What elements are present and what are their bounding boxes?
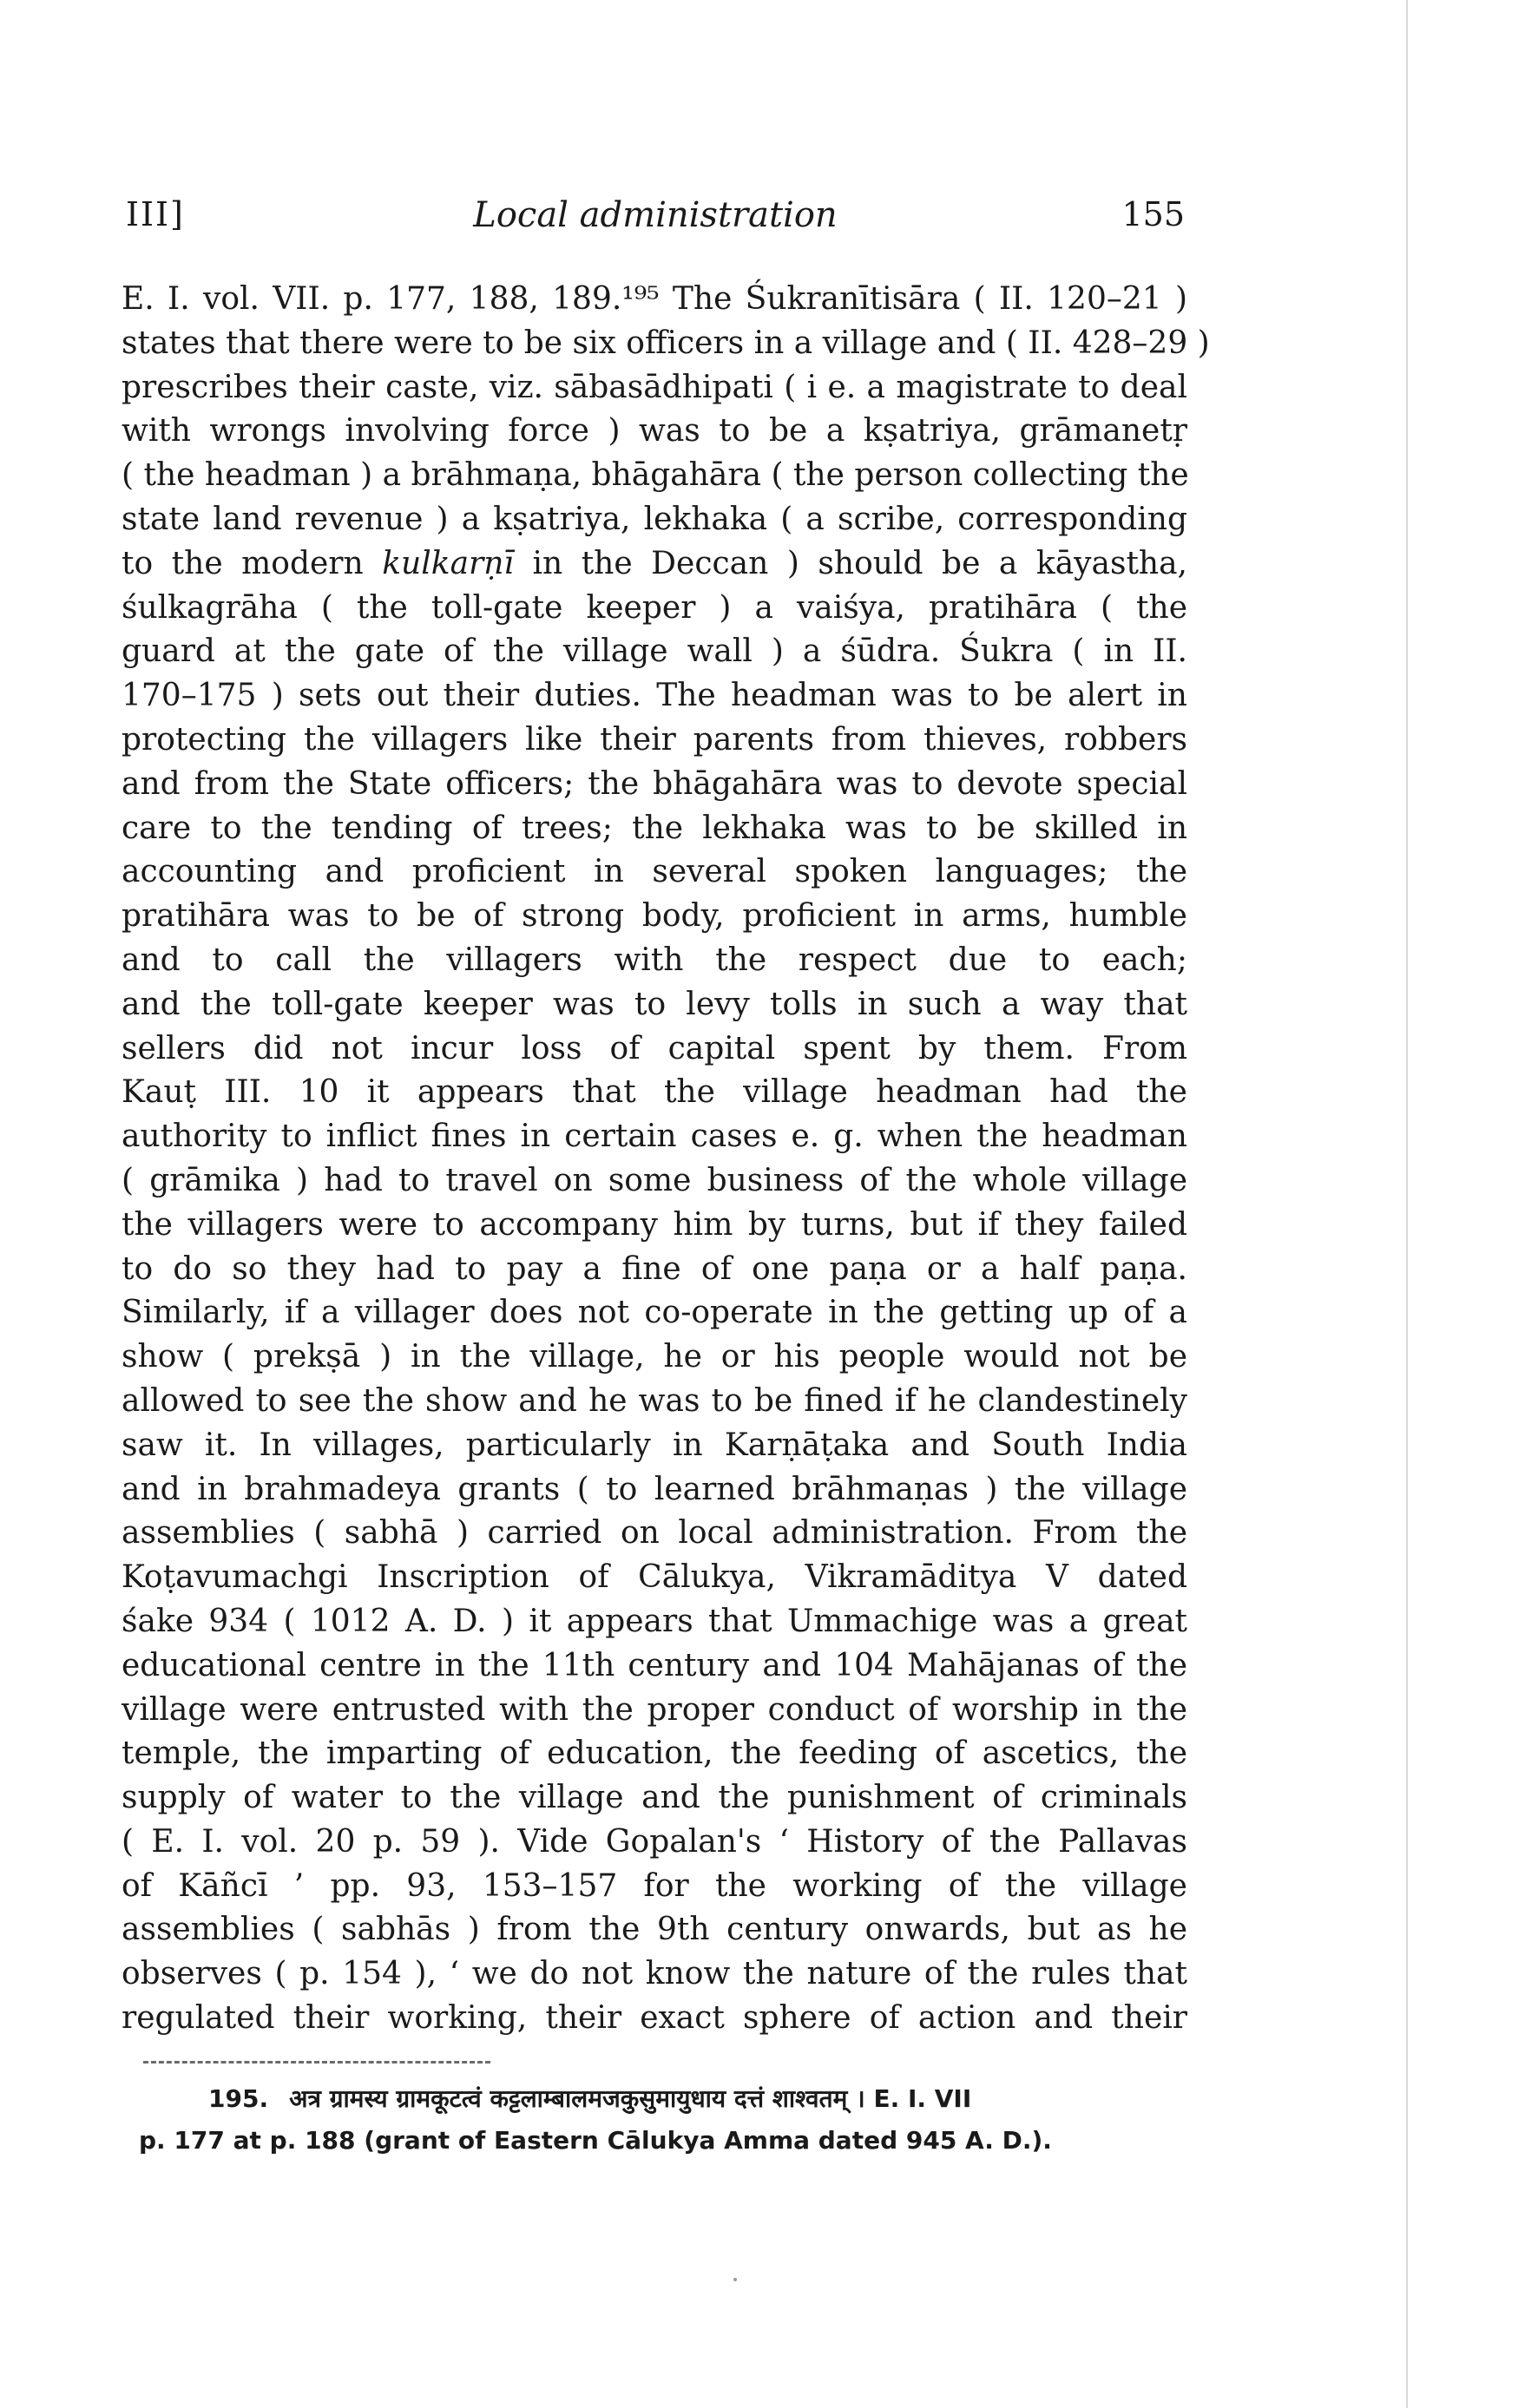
text-line: authority to inflict fines in certain cases e. g. when the headman [122, 1119, 1187, 1155]
text-line: educational centre in the 11th century and 104 Mahājanas of the [122, 1647, 1187, 1683]
text-line: show ( prekṣā ) in the village, he or his people would not be [122, 1339, 1187, 1375]
text-line: to the modern kulkarṇī in the Deccan ) should be a kāyastha, [122, 545, 1187, 581]
text-line: E. I. vol. VII. p. 177, 188, 189.¹⁹⁵ The Śukranītisāra ( II. 120–21 ) [122, 281, 1187, 317]
page-number: 155 [1121, 195, 1185, 233]
text-line: protecting the villagers like their parents from thieves, robbers [122, 721, 1187, 758]
running-title: Local administration [473, 195, 838, 235]
text-line: of Kāñcī ’ pp. 93, 153–157 for the working of the village [122, 1867, 1187, 1904]
text-line: sellers did not incur loss of capital spent by them. From [122, 1030, 1187, 1066]
text-line: allowed to see the show and he was to be fined if he clandestinely [122, 1382, 1187, 1419]
footnote-divider [143, 2061, 490, 2064]
text-line: assemblies ( sabhās ) from the 9th century onwards, but as he [122, 1912, 1187, 1948]
footnote-text-1: अत्र ग्रामस्य ग्रामकूटत्वं कट्टलाम्बालमजकुसुमायुधाय दत्तं शाश्वतम् । E. I. VII [289, 2084, 972, 2113]
text-line: pratihāra was to be of strong body, proficient in arms, humble [122, 898, 1187, 935]
text-line: accounting and proficient in several spoken languages; the [122, 854, 1187, 890]
text-line: prescribes their caste, viz. sābasādhipati ( i e. a magistrate to deal [122, 369, 1187, 405]
page-edge-line [1406, 0, 1408, 2408]
text-line: and from the State officers; the bhāgahāra was to devote special [122, 765, 1187, 802]
scan-speck [733, 2278, 737, 2281]
text-line: states that there were to be six officers in a village and ( II. 428–29 ) [122, 325, 1210, 361]
text-line: and the toll-gate keeper was to levy tolls in such a way that [122, 986, 1187, 1022]
text-line: regulated their working, their exact sphere of action and their [122, 2000, 1187, 2037]
text-line: saw it. In villages, particularly in Karṇāṭaka and South India [122, 1427, 1187, 1463]
text-line: Kauṭ III. 10 it appears that the village headman had the [122, 1074, 1187, 1111]
text-line: assemblies ( sabhā ) carried on local administration. From the [122, 1515, 1187, 1552]
text-line: the villagers were to accompany him by turns, but if they failed [122, 1206, 1187, 1243]
footnote-line-2: p. 177 at p. 188 (grant of Eastern Cālukya Amma dated 945 A. D.). [139, 2126, 1052, 2155]
text-line: and in brahmadeya grants ( to learned brāhmaṇas ) the village [122, 1471, 1187, 1507]
text-line: Similarly, if a villager does not co-operate in the getting up of a [122, 1295, 1187, 1331]
text-line: ( E. I. vol. 20 p. 59 ). Vide Gopalan's ‘ History of the Pallavas [122, 1823, 1187, 1860]
text-line: Koṭavumachgi Inscription of Cālukya, Vikramāditya V dated [122, 1559, 1187, 1596]
text-line: with wrongs involving force ) was to be a kṣatriya, grāmanetṛ [122, 413, 1187, 449]
footnote-number: 195. [208, 2084, 269, 2113]
text-line: care to the tending of trees; the lekhaka was to be skilled in [122, 810, 1187, 846]
text-line: guard at the gate of the village wall ) a śūdra. Śukra ( in II. [122, 633, 1187, 670]
footnote-line-1 [139, 2078, 1189, 2120]
text-line: to do so they had to pay a fine of one paṇa or a half paṇa. [122, 1250, 1187, 1287]
text-line: śake 934 ( 1012 A. D. ) it appears that Ummachige was a great [122, 1603, 1187, 1639]
text-line: ( grāmika ) had to travel on some business of the whole village [122, 1162, 1187, 1198]
italic-term: kulkarṇī [382, 545, 514, 581]
chapter-number: III] [126, 195, 185, 233]
text-line: temple, the imparting of education, the feeding of ascetics, the [122, 1735, 1187, 1772]
text-line: 170–175 ) sets out their duties. The headman was to be alert in [122, 678, 1187, 714]
text-line: ( the headman ) a brāhmaṇa, bhāgahāra ( the person collecting the [122, 457, 1189, 494]
footnote [139, 2078, 1189, 2162]
text-line: supply of water to the village and the punishment of criminals [122, 1780, 1187, 1816]
text-line: state land revenue ) a kṣatriya, lekhaka ( a scribe, corresponding [122, 501, 1187, 537]
text-line: and to call the villagers with the respect due to each; [122, 942, 1187, 978]
text-line: village were entrusted with the proper conduct of worship in the [122, 1691, 1187, 1728]
page-header [126, 195, 1185, 247]
text-line: śulkagrāha ( the toll-gate keeper ) a vaiśya, pratihāra ( the [122, 589, 1187, 626]
main-text-block [122, 278, 1210, 2041]
text-line: observes ( p. 154 ), ‘ we do not know the nature of the rules that [122, 1956, 1187, 1992]
